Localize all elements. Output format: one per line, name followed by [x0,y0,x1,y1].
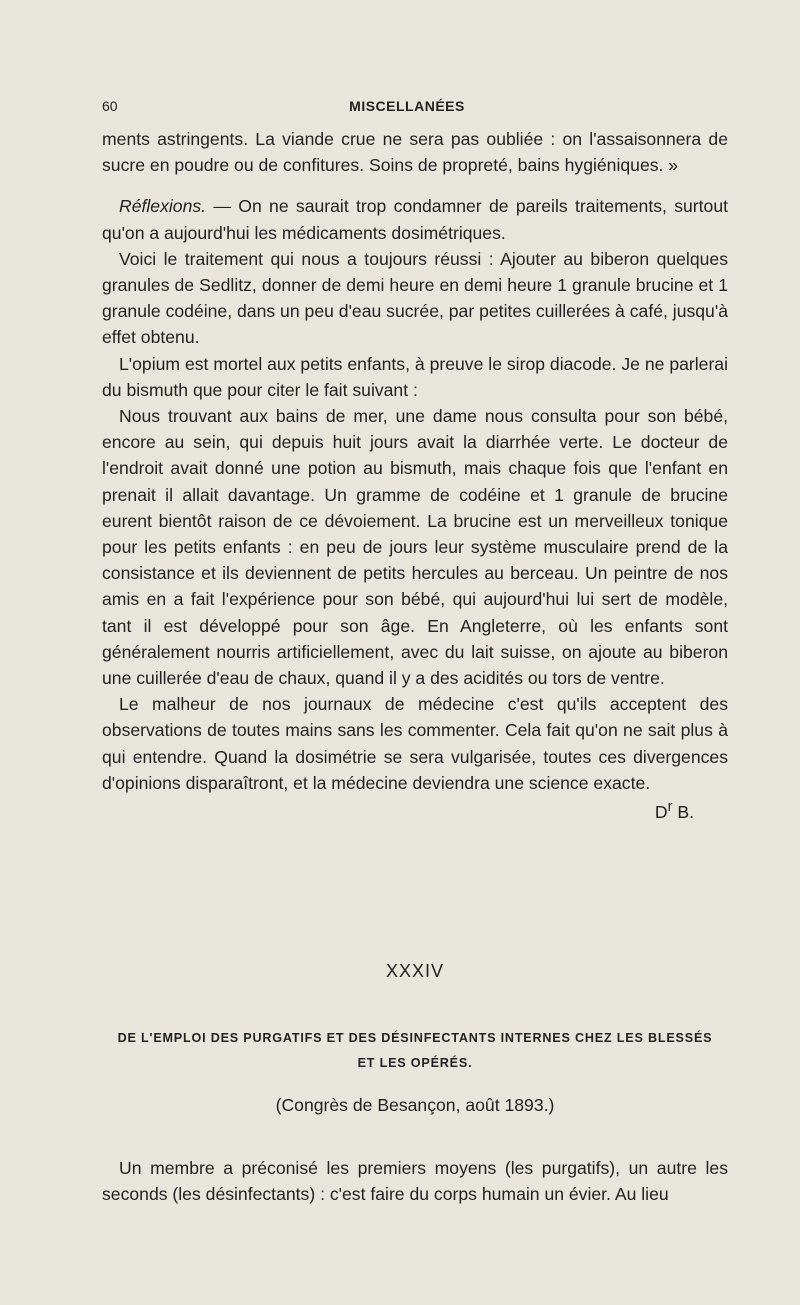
signature-name: B. [672,801,694,822]
paragraph-reflexions [102,193,728,245]
chapter-title [102,1026,728,1076]
paragraph: Un membre a préconisé les premiers moyens (les purgatifs), un autre les seconds (les désinfectants) : c'est faire du corps humain un évier. Au lieu [102,1158,728,1205]
paragraph-continuation: ments astringents. La viande crue ne sera pas oubliée : on l'assaisonnera de sucre en poudre ou de confitures. Soins de propreté, bains hygiéniques. » [102,129,728,176]
signature-superscript: r [667,799,673,816]
page-number: 60 [102,98,118,114]
reflexions-label: Réflexions. [119,196,207,217]
chapter-title-line: DE L'EMPLOI DES PURGATIFS ET DES DÉSINFECTANTS INTERNES CHEZ LES BLESSÉS [117,1031,713,1045]
signature-prefix: D [654,801,668,822]
running-title: MISCELLANÉES [349,98,465,114]
page-header [102,98,712,122]
paragraph: Le malheur de nos journaux de médecine c'est qu'ils acceptent des observations de toutes mains sans les commenter. Cela fait qu'on ne sait plus à qui entendre. Quand la dosimétrie se sera vulgarisée, toutes ces divergences d'opinions disparaîtront, et la médecine deviendra une science exacte. [102,694,728,793]
congress-note: (Congrès de Besançon, août 1893.) [275,1095,555,1115]
chapter-body [102,1155,728,1207]
paragraph: Voici le traitement qui nous a toujours réussi : Ajouter au biberon quelques granules de Sedlitz, donner de demi heure en demi heure 1 granule brucine et 1 granule codéine, dans un peu d'eau sucrée, par petites cuillerées à café, jusqu'à effet obtenu. [102,248,728,348]
paragraph: L'opium est mortel aux petits enfants, à preuve le sirop diacode. Je ne parlerai du bismuth que pour citer le fait suivant : [102,353,728,400]
signature [102,796,728,823]
body-text [102,126,728,823]
chapter-title-line: ET LES OPÉRÉS. [357,1056,473,1070]
paragraph: Nous trouvant aux bains de mer, une dame nous consulta pour son bébé, encore au sein, qui depuis huit jours avait la diarrhée verte. Le docteur de l'endroit avait donné une potion au bismuth, mais chaque fois que l'enfant en prenait il allait davantage. Un gramme de codéine et 1 granule de brucine eurent bientôt raison de ce dévoiement. La brucine est un merveilleux tonique pour les petits enfants : en peu de jours leur système musculaire prend de la consistance et ils deviennent de petits hercules au berceau. Un peintre de nos amis en a fait l'expérience pour son bébé, qui aujourd'hui lui sert de modèle, tant il est développé pour son âge. En Angleterre, où les enfants sont généralement nourris artificiellement, avec du lait suisse, on ajoute au biberon une cuillerée d'eau de chaux, quand il y a des acidités ou tors de ventre. [102,406,728,689]
chapter-number: XXXIV [385,961,445,981]
reflexions-text: — On ne saurait trop condamner de pareils traitements, surtout qu'on a aujourd'hui les médicaments dosimétriques. [102,196,728,243]
